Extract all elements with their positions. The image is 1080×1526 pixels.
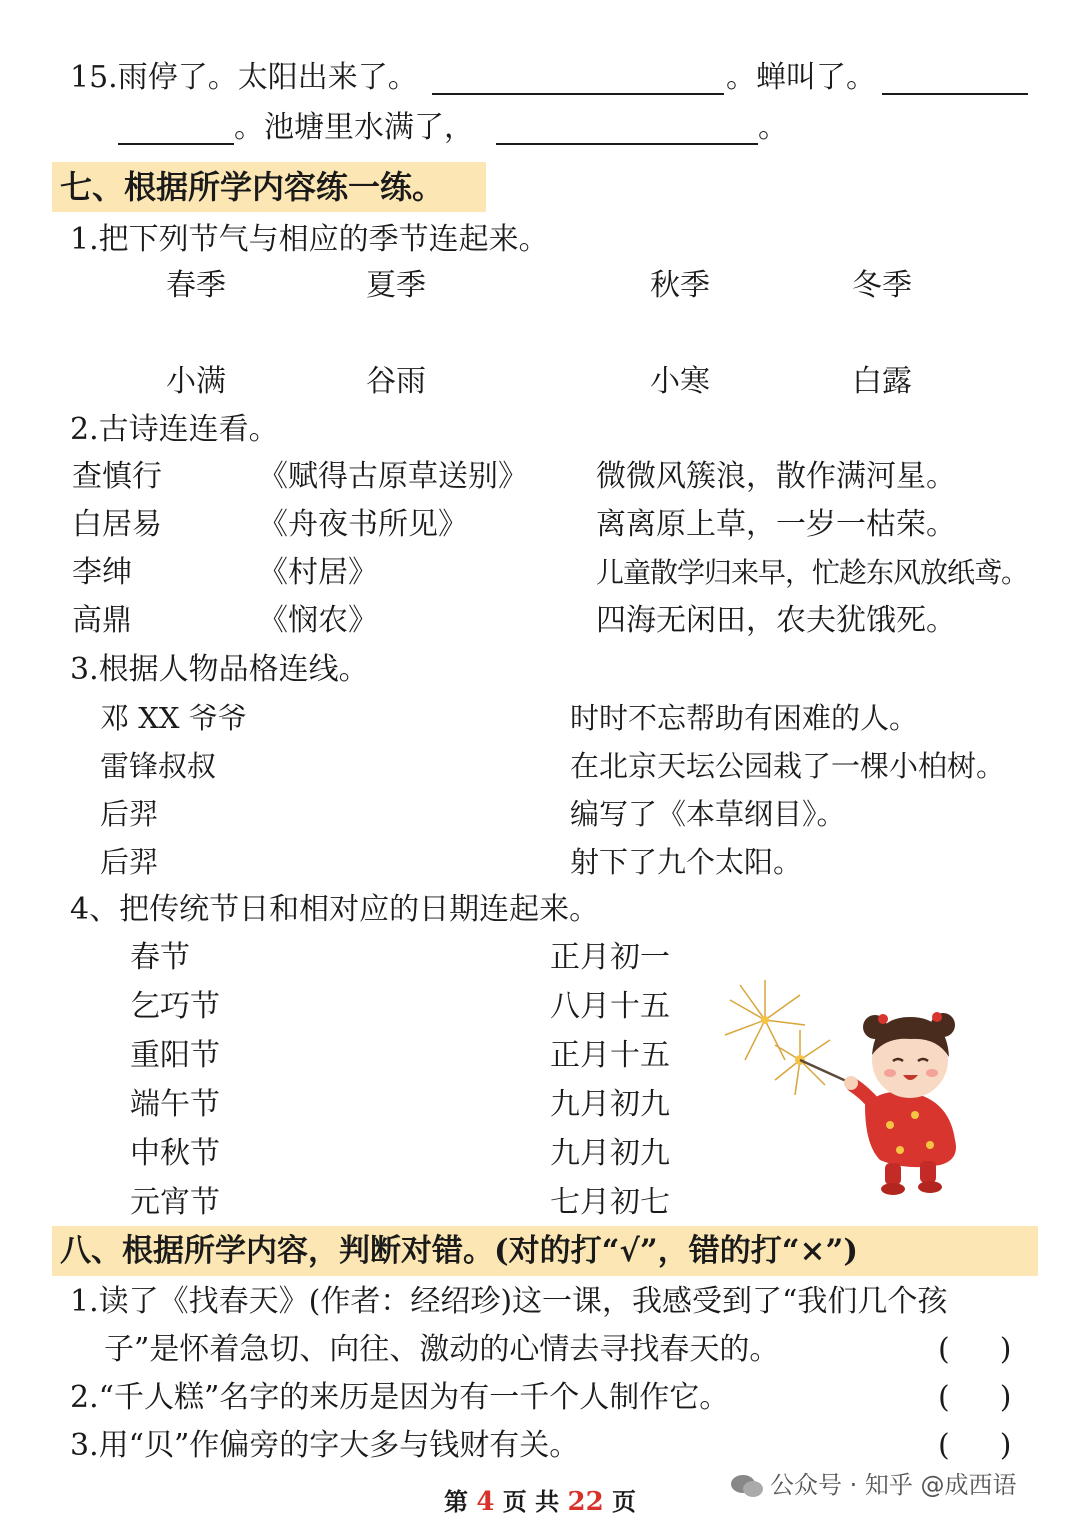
season-item[interactable]: 冬季 [852, 268, 912, 303]
poem-line-item[interactable]: 儿童散学归来早，忙趁东风放纸鸢。 [596, 556, 1029, 589]
answer-blank[interactable] [118, 143, 234, 145]
date-item[interactable]: 七月初七 [550, 1185, 670, 1220]
poem-title-item[interactable]: 《赋得古原草送别》 [258, 459, 528, 494]
s7-q3-prompt: 3.根据人物品格连线。 [70, 652, 369, 687]
total-pages: 22 [567, 1487, 604, 1517]
solar-term-item[interactable]: 小满 [166, 364, 226, 399]
s8-q1-line2: 子”是怀着急切、向往、激动的心情去寻找春天的。 [104, 1332, 780, 1367]
festival-item[interactable]: 端午节 [130, 1087, 220, 1122]
season-item[interactable]: 秋季 [650, 268, 710, 303]
poem-title-item[interactable]: 《悯农》 [258, 603, 378, 638]
poem-line-item[interactable]: 四海无闲田，农夫犹饿死。 [596, 603, 956, 638]
q15-part1: 15.雨停了。太阳出来了。 [70, 60, 418, 95]
s7-q1-prompt: 1.把下列节气与相应的季节连起来。 [70, 222, 549, 257]
watermark-text: 公众号 · 知乎 @成西语 [770, 1471, 1017, 1499]
festival-item[interactable]: 重阳节 [130, 1038, 220, 1073]
festival-item[interactable]: 春节 [130, 940, 190, 975]
poet-item[interactable]: 白居易 [72, 507, 162, 542]
deed-item[interactable]: 在北京天坛公园栽了一棵小柏树。 [570, 749, 1006, 783]
s8-q3: 3.用“贝”作偏旁的字大多与钱财有关。 [70, 1428, 580, 1463]
date-item[interactable]: 九月初九 [550, 1136, 670, 1171]
q15-part4: 。 [758, 110, 788, 145]
date-item[interactable]: 九月初九 [550, 1087, 670, 1122]
s7-q4-prompt: 4、把传统节日和相对应的日期连起来。 [70, 892, 600, 927]
page-footer [0, 1482, 1080, 1517]
answer-parentheses[interactable]: () [938, 1380, 1062, 1415]
poem-title-item[interactable]: 《舟夜书所见》 [258, 507, 468, 542]
person-item[interactable]: 后羿 [100, 845, 159, 879]
festival-item[interactable]: 中秋节 [130, 1136, 220, 1171]
poem-line-item[interactable]: 离离原上草，一岁一枯荣。 [596, 507, 956, 542]
footer-pre: 第 [443, 1487, 468, 1516]
current-page: 4 [476, 1487, 495, 1517]
answer-blank[interactable] [496, 143, 758, 145]
poet-item[interactable]: 查慎行 [72, 459, 162, 494]
festival-item[interactable]: 乞巧节 [130, 989, 220, 1024]
deed-item[interactable]: 时时不忘帮助有困难的人。 [570, 701, 919, 735]
deed-item[interactable]: 编写了《本草纲目》。 [570, 797, 846, 831]
date-item[interactable]: 正月初一 [550, 940, 670, 975]
person-item[interactable]: 雷锋叔叔 [100, 749, 217, 783]
q15-part3: 。池塘里水满了， [234, 110, 474, 145]
s7-q2-prompt: 2.古诗连连看。 [70, 412, 279, 447]
s8-q2: 2.“千人糕”名字的来历是因为有一千个人制作它。 [70, 1380, 730, 1415]
s8-q1-line1: 1.读了《找春天》(作者：经绍珍)这一课，我感受到了“我们几个孩 [70, 1284, 948, 1319]
section-7-title: 七、根据所学内容练一练。 [52, 162, 486, 212]
deed-item[interactable]: 射下了九个太阳。 [570, 845, 803, 879]
answer-blank[interactable] [882, 93, 1028, 95]
person-item[interactable]: 邓 XX 爷爷 [100, 701, 247, 735]
date-item[interactable]: 八月十五 [550, 989, 670, 1024]
footer-post: 页 [612, 1487, 637, 1516]
date-item[interactable]: 正月十五 [550, 1038, 670, 1073]
poet-item[interactable]: 高鼎 [72, 603, 132, 638]
festival-item[interactable]: 元宵节 [130, 1185, 220, 1220]
season-item[interactable]: 春季 [166, 268, 226, 303]
footer-mid: 页 共 [502, 1487, 560, 1516]
person-item[interactable]: 后羿 [100, 797, 159, 831]
answer-parentheses[interactable]: () [938, 1428, 1062, 1463]
sparkler-icon [725, 980, 830, 1095]
section-8-title: 八、根据所学内容，判断对错。(对的打“√”，错的打“×”) [52, 1226, 1038, 1276]
girl-sparkler-illustration [715, 975, 1005, 1200]
poet-item[interactable]: 李绅 [72, 555, 132, 590]
answer-blank[interactable] [432, 93, 724, 95]
poem-title-item[interactable]: 《村居》 [258, 555, 378, 590]
answer-parentheses[interactable]: () [938, 1332, 1062, 1367]
q15-part2: 。蝉叫了。 [726, 60, 876, 95]
solar-term-item[interactable]: 白露 [852, 364, 912, 399]
solar-term-item[interactable]: 小寒 [650, 364, 710, 399]
solar-term-item[interactable]: 谷雨 [366, 364, 426, 399]
poem-line-item[interactable]: 微微风簇浪，散作满河星。 [596, 459, 956, 494]
season-item[interactable]: 夏季 [366, 268, 426, 303]
